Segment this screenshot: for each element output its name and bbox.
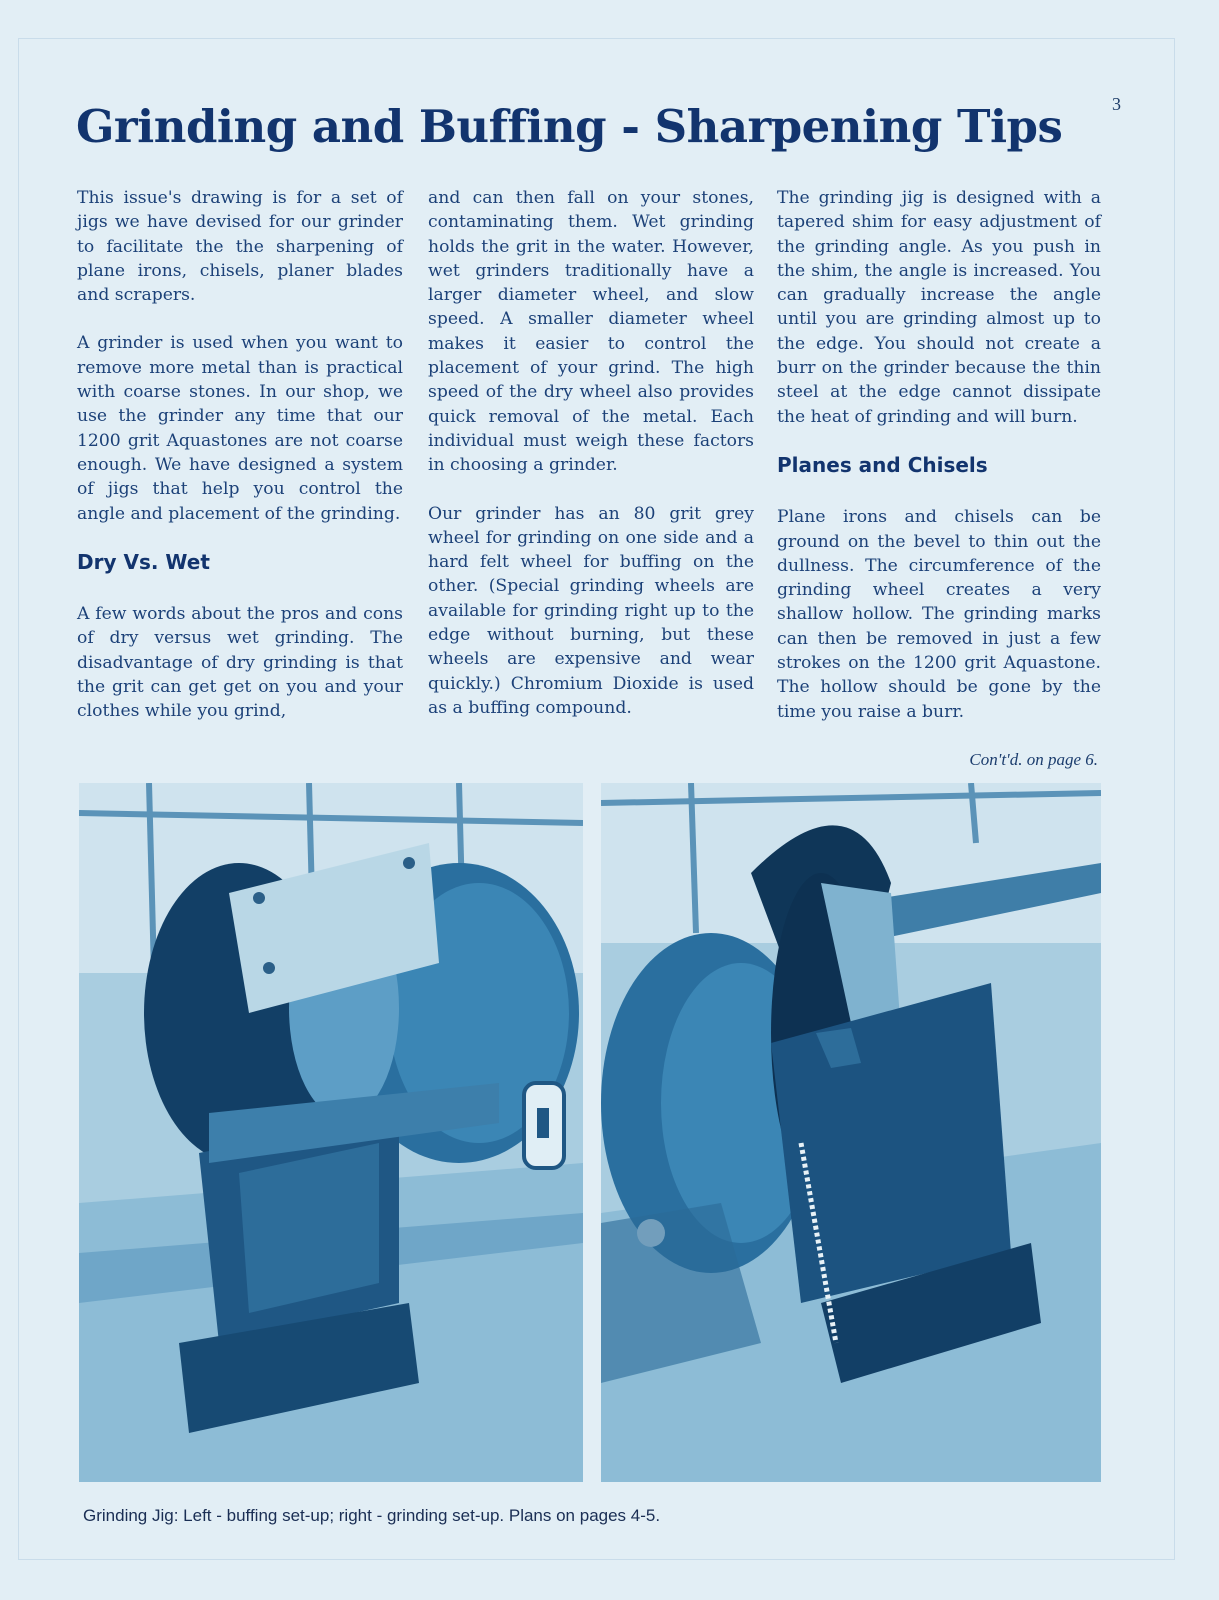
paragraph: The grinding jig is designed with a tapered shim for easy adjustment of the grinding angle. As you push in the shim, the angle is increased. You can gradually increase the angle until you are grinding almost up to the edge. You should not create a burr on the grinder because the thin steel at the edge cannot dissipate the heat of grinding and will burn. — [777, 188, 1101, 427]
photo-buffing-setup — [79, 783, 583, 1482]
photo-grinding-setup — [601, 783, 1101, 1482]
paragraph: and can then fall on your stones, contaminating them. Wet grinding holds the grit in the water. However, wet grinders traditionally have a larger diameter wheel, and slow speed. A smaller diameter wheel makes it easier to control the placement of your grind. The high speed of the dry wheel also provides quick removal of the metal. Each individual must weigh these factors in choosing a grinder. — [428, 188, 754, 476]
article-title: Grinding and Buffing - Sharpening Tips — [76, 100, 1063, 153]
continued-note: Con't'd. on page 6. — [969, 750, 1098, 769]
subheading-planes-and-chisels: Planes and Chisels — [777, 452, 988, 477]
paragraph: A few words about the pros and cons of dry versus wet grinding. The disadvantage of dry grinding is that the grit can get get on you and your clothes while you grind, — [77, 604, 403, 722]
column-3 — [777, 186, 1101, 748]
paragraph: Plane irons and chisels can be ground on the bevel to thin out the dullness. The circumference of the grinding wheel creates a very shallow hollow. The grinding marks can then be removed in just a few strokes on the 1200 grit Aquastone. The hollow should be gone by the time you raise a burr. — [777, 507, 1101, 722]
column-1 — [77, 186, 403, 748]
page-number: 3 — [1112, 94, 1121, 114]
buffing-setup-image — [79, 783, 583, 1482]
grinding-setup-image — [601, 783, 1101, 1482]
subheading-dry-vs-wet: Dry Vs. Wet — [77, 549, 210, 574]
column-2 — [428, 186, 754, 744]
paragraph: Our grinder has an 80 grit grey wheel for grinding on one side and a hard felt wheel for buffing on the other. (Special grinding wheels are available for grinding right up to the edge without burning, but these wheels are expensive and wear quickly.) Chromium Dioxide is used as a buffing compound. — [428, 503, 754, 718]
paragraph: This issue's drawing is for a set of jigs we have devised for our grinder to facilitate the the sharpening of plane irons, chisels, planer blades and scrapers. — [77, 188, 403, 306]
paragraph: A grinder is used when you want to remove more metal than is practical with coarse stones. In our shop, we use the grinder any time that our 1200 grit Aquastones are not coarse enough. We have designed a system of jigs that help you control the angle and placement of the grinding. — [77, 333, 403, 524]
photo-caption: Grinding Jig: Left - buffing set-up; right - grinding set-up. Plans on pages 4-5. — [83, 1506, 661, 1525]
